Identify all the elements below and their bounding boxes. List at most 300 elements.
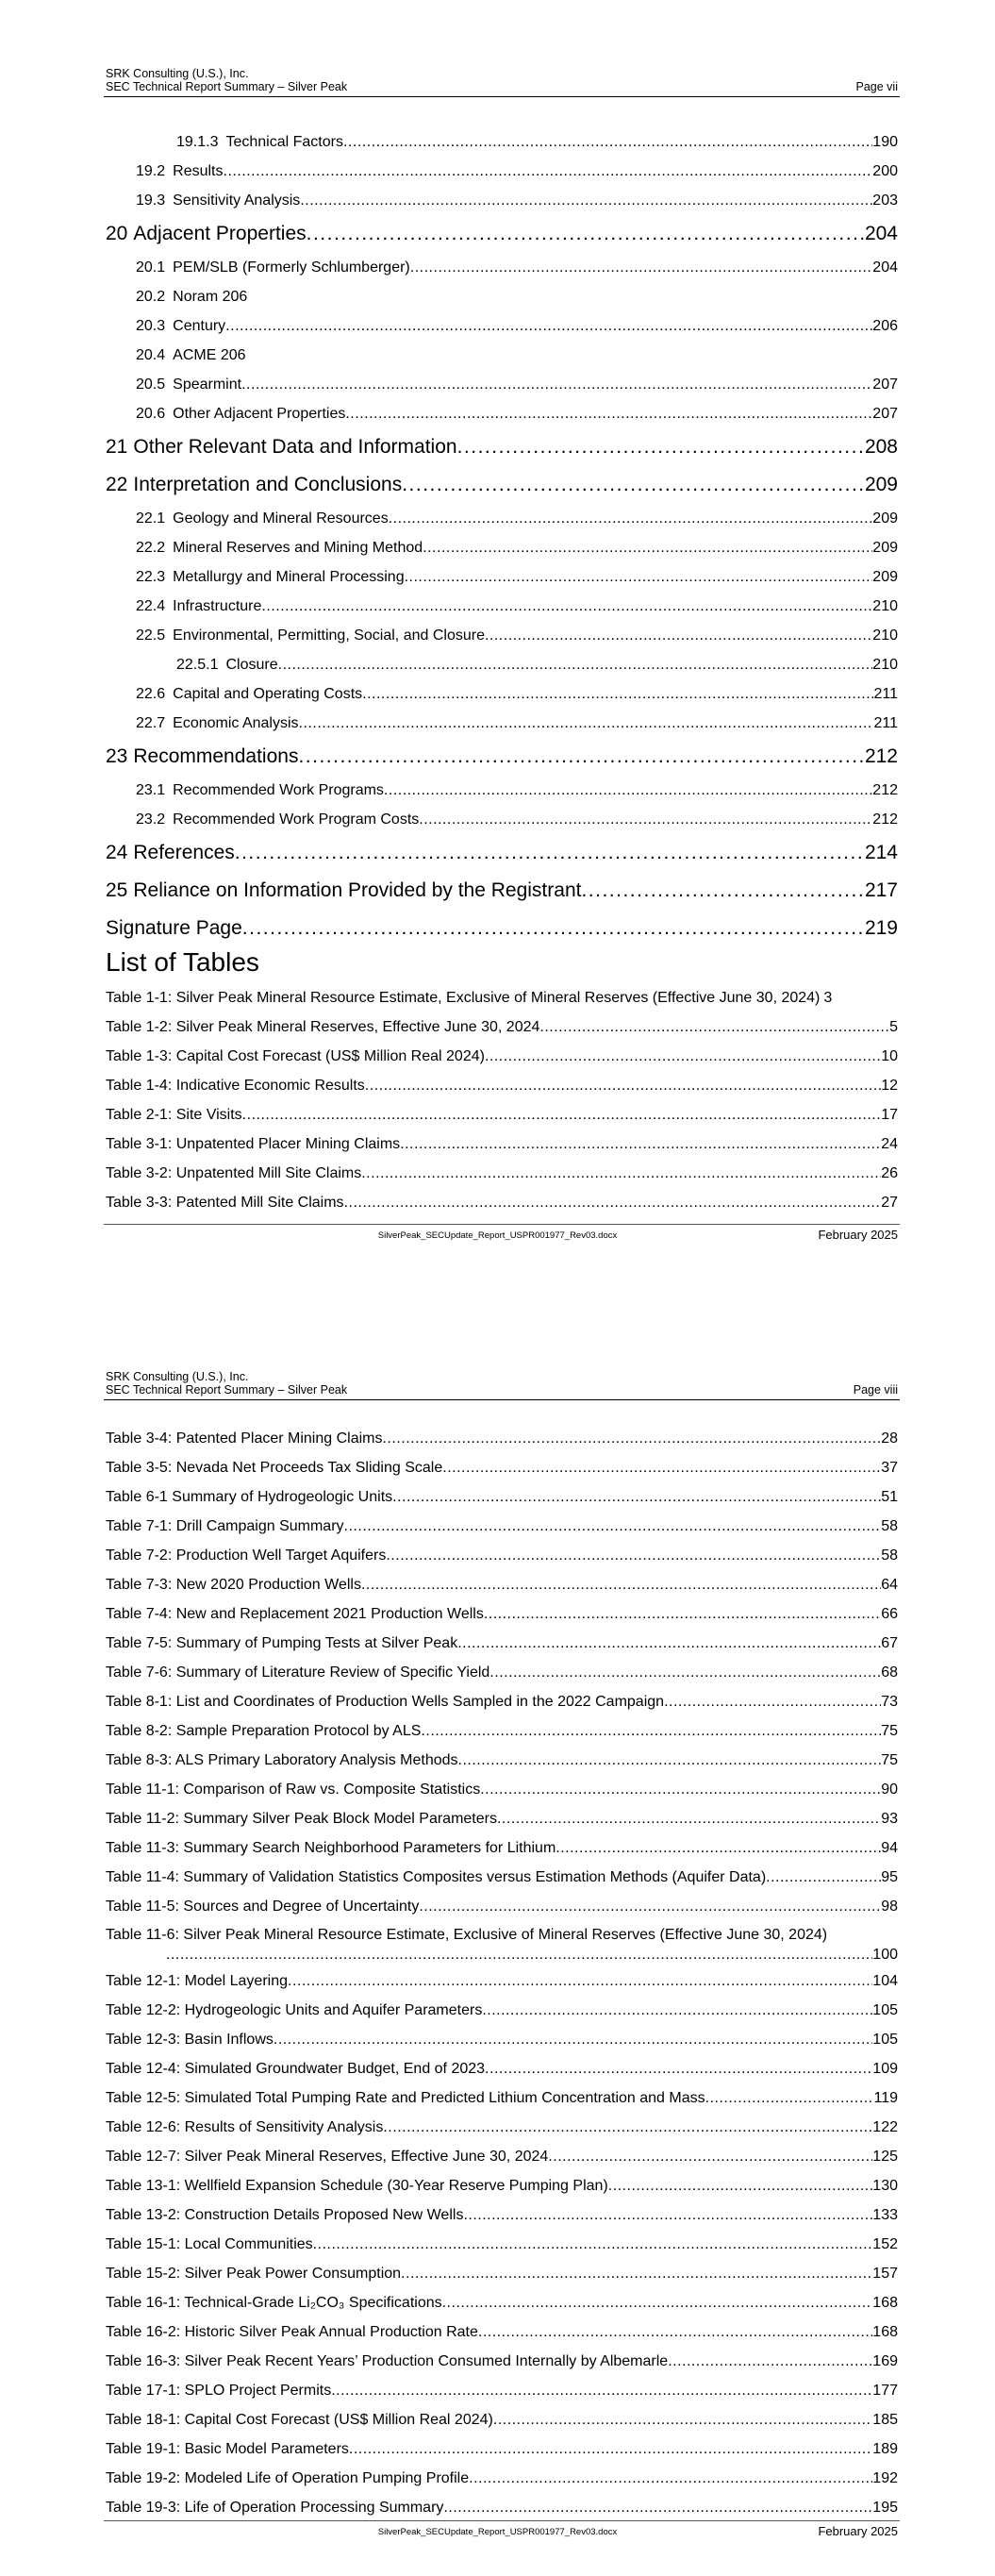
table-list-title: Table 1-3: Capital Cost Forecast (US$ Million Real 2024): [106, 1048, 485, 1064]
table-list-page: 93: [881, 1811, 898, 1827]
toc-entry-title: Other Relevant Data and Information: [133, 436, 457, 458]
dot-leader: [349, 2434, 872, 2464]
dot-leader: [392, 1482, 881, 1512]
footer-date: February 2025: [818, 2524, 898, 2538]
toc-entry[interactable]: [106, 533, 898, 562]
dot-leader: [463, 2200, 872, 2230]
toc-entry-title: Century: [173, 318, 226, 334]
toc-entry-title: Geology and Mineral Resources: [173, 510, 389, 527]
dot-leader: [300, 186, 872, 215]
dot-leader: [493, 2405, 872, 2434]
toc-entry-number: 22.7: [136, 715, 166, 731]
toc-entry-number: 20.4: [136, 347, 166, 363]
table-list-page: 119: [873, 2090, 898, 2106]
dot-leader: [331, 2376, 872, 2405]
list-of-tables: [106, 942, 898, 1217]
dot-leader: [457, 428, 865, 466]
dot-leader: [485, 2054, 872, 2083]
toc-chapter-entry[interactable]: [106, 738, 898, 776]
table-list-entry[interactable]: [106, 2376, 898, 2405]
dot-leader: [405, 562, 873, 592]
table-list-title: Table 6-1 Summary of Hydrogeologic Units: [106, 1489, 393, 1505]
table-list-entry[interactable]: [106, 1833, 898, 1863]
dot-leader: [469, 2464, 872, 2493]
footer-rule: [104, 2520, 900, 2521]
header-page-label: Page vii: [855, 80, 898, 93]
toc-entry-number: 22.3: [136, 569, 166, 585]
table-list-title: Table 11-2: Summary Silver Peak Block Model Parameters: [106, 1811, 497, 1827]
table-list-page: 168: [872, 2324, 898, 2340]
toc-entry-title: PEM/SLB (Formerly Schlumberger): [173, 259, 410, 276]
toc-entry-number: 20.3: [136, 318, 166, 334]
table-list-title: Table 8-1: List and Coordinates of Production Wells Sampled in the 2022 Campaign: [106, 1694, 665, 1710]
dot-leader: [278, 650, 873, 679]
header-report-title: SEC Technical Report Summary – Silver Peak: [106, 80, 348, 93]
toc-entry-title: Mineral Reserves and Mining Method: [173, 540, 423, 556]
toc-chapter-entry[interactable]: [106, 872, 898, 910]
table-list-page: 192: [872, 2470, 898, 2486]
table-list-page: 94: [881, 1840, 898, 1856]
table-list-page: 58: [881, 1547, 898, 1564]
table-list-entry[interactable]: [106, 2288, 898, 2317]
toc-chapter-entry[interactable]: [106, 466, 898, 504]
dot-leader: [365, 1071, 881, 1100]
table-list-entry[interactable]: [106, 2142, 898, 2171]
dot-leader: [556, 1833, 881, 1863]
dot-leader: [307, 215, 865, 253]
table-list-title: Table 12-7: Silver Peak Mineral Reserves, Effective June 30, 2024: [106, 2149, 549, 2165]
footer-filename: SilverPeak_SECUpdate_Report_USPR001977_Rev03.docx: [377, 2527, 618, 2537]
table-list-title: Table 3-3: Patented Mill Site Claims: [106, 1195, 344, 1211]
table-list-entry[interactable]: [106, 2171, 898, 2200]
toc-entry-title: Technical Factors: [225, 134, 343, 150]
toc-entry-page: 208: [864, 436, 898, 458]
toc-entry-title: ACME 206: [173, 347, 246, 363]
table-list-page: 177: [872, 2383, 898, 2399]
toc-entry-page: 211: [873, 686, 898, 702]
dot-leader: [482, 1996, 872, 2025]
toc-entry-number: 19.3: [136, 192, 166, 209]
table-list-title: Table 11-6: Silver Peak Mineral Resource Estimate, Exclusive of Mineral Reserves (Effective June 30, 2024): [106, 1927, 828, 1943]
dot-leader: [274, 2025, 872, 2054]
toc-entry-page: 212: [872, 782, 898, 798]
dot-leader: [402, 466, 865, 504]
toc-entry[interactable]: [106, 650, 898, 679]
table-list-title: Table 16-1: Technical-Grade Li₂CO₃ Specifications: [106, 2295, 442, 2311]
dot-leader: [313, 2230, 873, 2259]
toc-chapter-entry[interactable]: [106, 215, 898, 253]
table-list-page: 17: [881, 1107, 898, 1123]
dot-leader: [497, 1804, 881, 1833]
toc-entry-number: 22.5: [136, 627, 166, 644]
toc-entry-title: Adjacent Properties: [133, 223, 307, 244]
dot-leader: [548, 2142, 872, 2171]
toc-entry-number: 23.1: [136, 782, 166, 798]
table-list-title: Table 7-3: New 2020 Production Wells: [106, 1577, 361, 1593]
table-list-entry[interactable]: [106, 2493, 898, 2522]
toc-entry-number: 20: [106, 223, 128, 244]
table-list-entry[interactable]: [106, 1863, 898, 1892]
toc-entry-title: Spearmint: [173, 376, 242, 393]
toc-entry-title: Sensitivity Analysis: [173, 192, 301, 209]
header-company: SRK Consulting (U.S.), Inc.: [106, 67, 249, 80]
dot-leader: [668, 2347, 872, 2376]
table-list-entry[interactable]: [106, 1687, 898, 1716]
toc-entry-title: Noram 206: [173, 289, 248, 305]
table-list-title: Table 2-1: Site Visits: [106, 1107, 242, 1123]
document-page-vii: [0, 0, 995, 1255]
table-list-title: Table 19-2: Modeled Life of Operation Pumping Profile: [106, 2470, 470, 2486]
toc-entry-page: 219: [864, 917, 898, 939]
dot-leader: [361, 1159, 881, 1188]
table-list-page: 195: [872, 2500, 898, 2516]
table-list-page: 95: [881, 1869, 898, 1885]
table-list-entry[interactable]: [106, 1921, 898, 1966]
dot-leader: [766, 1863, 881, 1892]
table-list-page: 157: [872, 2266, 898, 2282]
toc-entry[interactable]: [106, 370, 898, 399]
dot-leader: [485, 1042, 881, 1071]
toc-entry[interactable]: [106, 776, 898, 805]
table-list-entry[interactable]: [106, 2317, 898, 2347]
toc-entry-number: 20.6: [136, 406, 166, 422]
toc-chapter-entry[interactable]: [106, 834, 898, 872]
toc-entry[interactable]: [106, 621, 898, 650]
toc-entry-title: Capital and Operating Costs: [173, 686, 363, 702]
toc-entry-number: 23: [106, 745, 128, 767]
dot-leader: [401, 2259, 872, 2288]
table-list-entry[interactable]: [106, 2259, 898, 2288]
document-page-viii: [0, 1307, 995, 2576]
toc-entry[interactable]: [106, 282, 898, 311]
toc-entry-page: 217: [864, 879, 898, 901]
table-list-page: 26: [881, 1165, 898, 1181]
table-list-entry[interactable]: [106, 1629, 898, 1658]
toc-entry-title: Interpretation and Conclusions: [133, 474, 403, 495]
table-list-entry[interactable]: [106, 2025, 898, 2054]
toc-entry-number: 24: [106, 842, 128, 863]
table-list-entry[interactable]: [106, 1042, 898, 1071]
dot-leader: [664, 1687, 881, 1716]
table-list-page: 98: [881, 1899, 898, 1915]
table-list-entry[interactable]: [106, 1996, 898, 2025]
table-list-entry[interactable]: [106, 1570, 898, 1599]
table-list-entry[interactable]: [106, 2200, 898, 2230]
toc-entry-page: 209: [864, 474, 898, 495]
table-list-title: Table 12-1: Model Layering: [106, 1973, 289, 1989]
table-list-title: Table 12-6: Results of Sensitivity Analysis: [106, 2119, 384, 2135]
table-list-page: 100: [872, 1947, 898, 1963]
toc-entry-number: 21: [106, 436, 128, 458]
table-list-entry[interactable]: [106, 1482, 898, 1512]
toc-entry-page: 203: [872, 192, 898, 209]
table-list-title: Table 7-6: Summary of Literature Review of Specific Yield: [106, 1664, 490, 1681]
footer-filename: SilverPeak_SECUpdate_Report_USPR001977_Rev03.docx: [377, 1230, 618, 1241]
table-list-page: 75: [881, 1752, 898, 1768]
dot-leader: [242, 1100, 882, 1129]
footer-rule: [104, 1224, 900, 1225]
table-list-page: 152: [872, 2236, 898, 2252]
toc-entry[interactable]: [106, 709, 898, 738]
dot-leader: [344, 1512, 882, 1541]
table-list-title: Table 19-1: Basic Model Parameters: [106, 2441, 349, 2457]
toc-entry-number: 22: [106, 474, 128, 495]
table-list-page: 122: [872, 2119, 898, 2135]
dot-leader: [484, 1599, 881, 1629]
table-list-title: Table 11-4: Summary of Validation Statistics Composites versus Estimation Methods (Aquifer Data): [106, 1869, 767, 1885]
table-of-contents: [106, 127, 898, 947]
toc-entry[interactable]: [106, 341, 898, 370]
toc-entry[interactable]: [106, 127, 898, 157]
toc-entry-number: 20.2: [136, 289, 166, 305]
dot-leader: [410, 253, 873, 282]
header-rule: [104, 96, 900, 97]
table-list-entry[interactable]: [106, 1129, 898, 1159]
table-list-entry[interactable]: [106, 1804, 898, 1833]
table-list-title: Table 1-1: Silver Peak Mineral Resource Estimate, Exclusive of Mineral Reserves (Effective June 30, 2024): [106, 990, 821, 1006]
table-list-title: Table 8-3: ALS Primary Laboratory Analysis Methods: [106, 1752, 458, 1768]
table-list-title: Table 11-3: Summary Search Neighborhood Parameters for Lithium: [106, 1840, 556, 1856]
table-list-page: 105: [872, 2032, 898, 2048]
toc-entry-title: Metallurgy and Mineral Processing: [173, 569, 405, 585]
table-list-page: 109: [872, 2061, 898, 2077]
dot-leader: [298, 738, 865, 776]
toc-entry[interactable]: [106, 311, 898, 341]
toc-entry-page: 212: [864, 745, 898, 767]
table-list-entry[interactable]: [106, 1775, 898, 1804]
table-list-entry[interactable]: [106, 1424, 898, 1453]
table-list-entry[interactable]: [106, 1658, 898, 1687]
dot-leader: [489, 1658, 881, 1687]
toc-entry[interactable]: [106, 253, 898, 282]
table-list-title: Table 15-1: Local Communities: [106, 2236, 313, 2252]
page-header: [106, 1370, 898, 1397]
toc-entry-title: Recommendations: [133, 745, 299, 767]
table-list-entry[interactable]: [106, 2230, 898, 2259]
table-list-title: Table 13-1: Wellfield Expansion Schedule (30-Year Reserve Pumping Plan): [106, 2178, 608, 2194]
table-list-page: 185: [872, 2412, 898, 2428]
table-list-entry[interactable]: [106, 1746, 898, 1775]
table-list-entry[interactable]: [106, 1966, 898, 1996]
toc-entry[interactable]: [106, 679, 898, 709]
dot-leader: [288, 1966, 872, 1996]
table-list-title: Table 15-2: Silver Peak Power Consumption: [106, 2266, 402, 2282]
dot-leader: [608, 2171, 873, 2200]
toc-entry-page: 207: [872, 406, 898, 422]
dot-leader: [705, 2083, 874, 2113]
toc-entry-title: Recommended Work Programs: [173, 782, 384, 798]
table-list-title: Table 7-1: Drill Campaign Summary: [106, 1518, 344, 1534]
toc-entry-number: 20.1: [136, 259, 166, 276]
dot-leader: [386, 1541, 881, 1570]
table-list-page: 10: [881, 1048, 898, 1064]
table-list-entry[interactable]: [106, 1892, 898, 1921]
dot-leader: [382, 1424, 881, 1453]
table-list-page: 105: [872, 2002, 898, 2018]
table-list-page: 5: [889, 1019, 898, 1035]
toc-entry-page: 210: [872, 657, 898, 673]
table-list-title: Table 18-1: Capital Cost Forecast (US$ Million Real 2024): [106, 2412, 493, 2428]
dot-leader: [384, 776, 872, 805]
toc-entry-page: 200: [872, 163, 898, 179]
table-list-page: 64: [881, 1577, 898, 1593]
list-of-tables-continued: [106, 1424, 898, 2522]
dot-leader: [480, 1775, 881, 1804]
table-list-page: 27: [881, 1195, 898, 1211]
dot-leader: [419, 805, 872, 834]
dot-leader: [224, 157, 873, 186]
table-list-title: Table 3-2: Unpatented Mill Site Claims: [106, 1165, 362, 1181]
page-header: [106, 67, 898, 93]
table-list-page: 104: [872, 1973, 898, 1989]
toc-entry-page: 211: [873, 715, 898, 731]
toc-entry[interactable]: [106, 504, 898, 533]
table-list-entry[interactable]: [106, 1512, 898, 1541]
toc-entry-page: 209: [872, 540, 898, 556]
table-list-entry[interactable]: [106, 1716, 898, 1746]
table-list-page: 130: [872, 2178, 898, 2194]
table-list-entry[interactable]: [106, 2434, 898, 2464]
header-rule: [104, 1399, 900, 1400]
dot-leader: [345, 399, 872, 428]
table-list-page: 133: [872, 2207, 898, 2223]
dot-leader: [485, 621, 872, 650]
table-list-title: Table 19-3: Life of Operation Processing Summary: [106, 2500, 444, 2516]
table-list-title: Table 3-1: Unpatented Placer Mining Claims: [106, 1136, 401, 1152]
toc-entry-title: Infrastructure: [173, 598, 262, 614]
table-list-entry[interactable]: [106, 2054, 898, 2083]
table-list-title: Table 11-1: Comparison of Raw vs. Composite Statistics: [106, 1781, 481, 1798]
table-list-page: 90: [881, 1781, 898, 1798]
toc-entry-number: 22.1: [136, 510, 166, 527]
table-list-title: Table 1-2: Silver Peak Mineral Reserves, Effective June 30, 2024: [106, 1019, 540, 1035]
table-list-page: 66: [881, 1606, 898, 1622]
table-list-entry[interactable]: [106, 2464, 898, 2493]
table-list-title: Table 12-3: Basin Inflows: [106, 2032, 274, 2048]
dot-leader: [241, 370, 872, 399]
list-of-tables-heading: List of Tables: [106, 947, 259, 977]
table-list-entry[interactable]: [106, 1159, 898, 1188]
table-list-title: Table 11-5: Sources and Degree of Uncertainty: [106, 1899, 420, 1915]
dot-leader: [419, 1892, 881, 1921]
toc-entry-page: 214: [864, 842, 898, 863]
table-list-page: 67: [881, 1635, 898, 1651]
toc-entry-title: Reliance on Information Provided by the Registrant: [133, 879, 582, 901]
dot-leader: [442, 1453, 881, 1482]
toc-entry-number: 19.1.3: [176, 134, 219, 150]
table-list-title: Table 12-5: Simulated Total Pumping Rate and Predicted Lithium Concentration and Mass: [106, 2090, 705, 2106]
header-page-label: Page viii: [853, 1383, 898, 1397]
table-list-title: Table 12-4: Simulated Groundwater Budget, End of 2023: [106, 2061, 486, 2077]
toc-entry-title: Environmental, Permitting, Social, and Closure: [173, 627, 485, 644]
table-list-title: Table 16-2: Historic Silver Peak Annual Production Rate: [106, 2324, 478, 2340]
table-list-page: 68: [881, 1664, 898, 1681]
table-list-page: 24: [881, 1136, 898, 1152]
dot-leader: [400, 1129, 881, 1159]
table-list-entry[interactable]: [106, 2083, 898, 2113]
toc-entry-number: 25: [106, 879, 128, 901]
table-list-entry[interactable]: [106, 1100, 898, 1129]
toc-entry-page: 204: [872, 259, 898, 276]
table-list-entry[interactable]: [106, 1453, 898, 1482]
toc-entry-page: 210: [872, 598, 898, 614]
table-list-entry[interactable]: [106, 2113, 898, 2142]
dot-leader: [539, 1012, 889, 1042]
table-list-title: Table 3-5: Nevada Net Proceeds Tax Sliding Scale: [106, 1460, 443, 1476]
table-list-entry[interactable]: [106, 983, 898, 1012]
toc-entry[interactable]: [106, 562, 898, 592]
table-list-page: 168: [872, 2295, 898, 2311]
dot-leader: [581, 872, 864, 910]
toc-entry-number: 22.5.1: [176, 657, 219, 673]
toc-entry-page: 207: [872, 376, 898, 393]
table-list-title: Table 8-2: Sample Preparation Protocol by ALS: [106, 1723, 422, 1739]
table-list-title: Table 7-4: New and Replacement 2021 Production Wells: [106, 1606, 484, 1622]
toc-entry[interactable]: [106, 592, 898, 621]
table-list-page: 169: [872, 2353, 898, 2369]
dot-leader: [389, 504, 873, 533]
table-list-entry[interactable]: [106, 1599, 898, 1629]
toc-entry-page: 212: [872, 811, 898, 828]
dot-leader: [166, 1945, 872, 1965]
table-list-entry[interactable]: [106, 1188, 898, 1217]
table-list-page: 125: [872, 2149, 898, 2165]
table-list-page: 3: [823, 990, 833, 1006]
dot-leader: [235, 834, 865, 872]
table-list-title: Table 16-3: Silver Peak Recent Years’ Production Consumed Internally by Albemarle: [106, 2353, 669, 2369]
table-list-title: Table 17-1: SPLO Project Permits: [106, 2383, 332, 2399]
table-list-title: Table 1-4: Indicative Economic Results: [106, 1078, 365, 1094]
table-list-entry[interactable]: [106, 2347, 898, 2376]
dot-leader: [443, 2493, 872, 2522]
table-list-page: 75: [881, 1723, 898, 1739]
table-list-page: 12: [881, 1078, 898, 1094]
dot-leader: [261, 592, 872, 621]
table-list-title: Table 7-5: Summary of Pumping Tests at Silver Peak: [106, 1635, 458, 1651]
toc-entry[interactable]: [106, 805, 898, 834]
toc-chapter-entry[interactable]: [106, 428, 898, 466]
table-list-entry[interactable]: [106, 2405, 898, 2434]
table-list-page: 73: [881, 1694, 898, 1710]
toc-entry[interactable]: [106, 399, 898, 428]
toc-entry-page: 204: [864, 223, 898, 244]
table-list-page: 51: [881, 1489, 898, 1505]
toc-entry-title: Other Adjacent Properties: [173, 406, 346, 422]
toc-entry-number: 19.2: [136, 163, 166, 179]
toc-entry-title: Recommended Work Program Costs: [173, 811, 420, 828]
toc-entry-page: 206: [872, 318, 898, 334]
table-list-title: Table 3-4: Patented Placer Mining Claims: [106, 1430, 383, 1447]
table-list-entry[interactable]: [106, 1071, 898, 1100]
toc-entry[interactable]: [106, 186, 898, 215]
toc-entry-title: Signature Page: [106, 917, 242, 939]
toc-entry-number: 20.5: [136, 376, 166, 393]
table-list-entry[interactable]: [106, 1012, 898, 1042]
toc-entry[interactable]: [106, 157, 898, 186]
dot-leader: [457, 1629, 881, 1658]
table-list-page: 28: [881, 1430, 898, 1447]
toc-entry-number: 22.6: [136, 686, 166, 702]
dot-leader: [299, 709, 874, 738]
table-list-entry[interactable]: [106, 1541, 898, 1570]
table-list-page: 189: [872, 2441, 898, 2457]
toc-entry-page: 190: [872, 134, 898, 150]
toc-entry-number: 22.2: [136, 540, 166, 556]
toc-entry-title: References: [133, 842, 235, 863]
table-list-page: 37: [881, 1460, 898, 1476]
toc-entry-number: 23.2: [136, 811, 166, 828]
toc-entry-page: 209: [872, 569, 898, 585]
